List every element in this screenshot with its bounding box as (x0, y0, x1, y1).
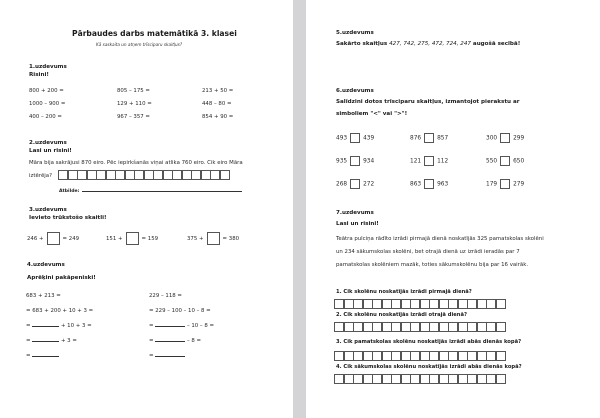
task6-comparison (486, 179, 524, 189)
task6-instruction: Salīdzini dotos trīsciparu skaitļus, izmantojot pierakstu ar (336, 99, 520, 105)
document-title: Pārbaudes darbs matemātikā 3. klasei (72, 29, 237, 38)
task3-item-right: = 249 (62, 236, 80, 242)
number-b: 934 (363, 158, 375, 165)
task2-answer-grid[interactable] (58, 170, 230, 180)
comparison-symbol-box[interactable] (500, 133, 510, 143)
task7-answer-grid[interactable] (334, 374, 506, 384)
task1-expr: 800 + 200 = (29, 88, 64, 94)
number-a: 550 (486, 158, 498, 165)
task7-problem-text: pamatskolas skolēniem mazāk, toties sākumskolēnu bija par 16 vairāk. (336, 262, 529, 268)
task6-comparison (336, 133, 374, 143)
number-b: 279 (513, 181, 525, 188)
task4-step: 683 + 213 = (26, 293, 61, 299)
task4-instruction: Aprēķini pakāpeniski! (27, 275, 96, 281)
answer-blank[interactable] (155, 326, 185, 327)
missing-number-box[interactable] (47, 232, 60, 245)
answer-line[interactable] (82, 191, 242, 192)
answer-blank[interactable] (32, 356, 59, 357)
number-a: 863 (410, 181, 422, 188)
number-a: 121 (410, 158, 422, 165)
number-b: 650 (513, 158, 525, 165)
comparison-symbol-box[interactable] (424, 179, 434, 189)
task1-heading: 1.uzdevums (29, 64, 67, 70)
number-b: 272 (363, 181, 375, 188)
number-a: 876 (410, 135, 422, 142)
number-a: 268 (336, 181, 348, 188)
task7-answer-grid[interactable] (334, 351, 506, 361)
number-b: 299 (513, 135, 525, 142)
task3-item-right: = 159 (141, 236, 159, 242)
task1-expr: 967 – 357 = (117, 114, 150, 120)
task6-comparison (410, 133, 448, 143)
task1-instruction: Risini! (29, 72, 49, 78)
task6-comparison (410, 179, 448, 189)
task4-step: = 229 – 100 – 10 – 8 = (149, 308, 211, 314)
task7-answer-grid[interactable] (334, 322, 506, 332)
document-subtitle: Kā saskaita un atņem trīsciparu skaitļus? (96, 42, 183, 47)
task6-comparison (486, 156, 524, 166)
answer-label: Atbilde: (59, 189, 80, 194)
task4-step: = – 8 = (149, 338, 202, 344)
missing-number-box[interactable] (207, 232, 220, 245)
comparison-symbol-box[interactable] (500, 156, 510, 166)
task3-item (187, 232, 239, 245)
number-b: 439 (363, 135, 375, 142)
task2-problem-text: iztērēja? (29, 173, 52, 179)
task3-heading: 3.uzdevums (29, 207, 67, 213)
number-a: 493 (336, 135, 348, 142)
task4-step: = (26, 353, 59, 359)
task7-question: 2. Cik skolēnu noskatījās izrādi otrajā dienā? (336, 312, 467, 318)
answer-cell[interactable] (496, 322, 506, 332)
task5-heading: 5.uzdevums (336, 30, 374, 36)
task7-answer-grid[interactable] (334, 299, 506, 309)
answer-cell[interactable] (496, 374, 506, 384)
task1-expr: 805 – 175 = (117, 88, 150, 94)
task1-expr: 400 – 200 = (29, 114, 62, 120)
number-a: 935 (336, 158, 348, 165)
task1-expr: 129 + 110 = (117, 101, 152, 107)
answer-cell[interactable] (496, 299, 506, 309)
task7-question: 3. Cik pamatskolas skolēnu noskatījās izrādi abās dienās kopā? (336, 339, 522, 345)
task4-heading: 4.uzdevums (27, 262, 65, 268)
task1-expr: 448 – 80 = (202, 101, 232, 107)
task1-expr: 213 + 50 = (202, 88, 234, 94)
comparison-symbol-box[interactable] (500, 179, 510, 189)
task6-comparison (336, 179, 374, 189)
task6-comparison (410, 156, 448, 166)
task6-instruction: simboliem "<" vai ">"! (336, 111, 408, 117)
number-b: 857 (437, 135, 449, 142)
comparison-symbol-box[interactable] (350, 133, 360, 143)
answer-blank[interactable] (155, 341, 185, 342)
task3-item-left: 246 + (27, 236, 44, 242)
answer-blank[interactable] (155, 356, 185, 357)
task7-heading: 7.uzdevums (336, 210, 374, 216)
task4-step: = + 3 = (26, 338, 77, 344)
answer-blank[interactable] (32, 326, 59, 327)
missing-number-box[interactable] (126, 232, 139, 245)
comparison-symbol-box[interactable] (424, 156, 434, 166)
page-gutter (293, 0, 306, 418)
task6-comparison (336, 156, 374, 166)
task2-answer-row (59, 189, 242, 194)
task2-heading: 2.uzdevums (29, 140, 67, 146)
comparison-symbol-box[interactable] (350, 156, 360, 166)
task4-step: 229 – 118 = (149, 293, 182, 299)
task3-instruction: Ievieto trūkstošo skaitli! (29, 215, 107, 221)
task1-expr: 1000 – 900 = (29, 101, 66, 107)
worksheet-page-right (306, 0, 600, 418)
task4-step: = (149, 353, 185, 359)
task2-instruction: Lasi un risini! (29, 148, 72, 154)
task7-instruction: Lasi un risini! (336, 221, 379, 227)
task6-heading: 6.uzdevums (336, 88, 374, 94)
task7-problem-text: Teātra pulciņa rādīto izrādi pirmajā dienā noskatījās 325 pamatskolas skolēni (336, 236, 544, 242)
task3-item-right: = 380 (222, 236, 240, 242)
worksheet-page-left (0, 0, 293, 418)
number-b: 963 (437, 181, 449, 188)
answer-cell[interactable] (220, 170, 230, 180)
answer-cell[interactable] (496, 351, 506, 361)
task4-step: = – 10 – 8 = (149, 323, 215, 329)
task7-problem-text: un 234 sākumskolas skolēni, bet otrajā dienā uz izrādi ieradās par 7 (336, 249, 520, 255)
task4-step: = + 10 + 3 = (26, 323, 92, 329)
task5-numbers: 427, 742, 275, 472, 724, 247 (389, 41, 471, 47)
task5-instruction: Sakārto skaitļus 427, 742, 275, 472, 724, 247 augošā secībā! (336, 41, 521, 47)
task3-item (27, 232, 79, 245)
task3-item-left: 375 + (187, 236, 204, 242)
number-b: 112 (437, 158, 449, 165)
task7-question: 4. Cik sākumskolas skolēnu noskatījās izrādi abās dienās kopā? (336, 364, 522, 370)
task6-comparison (486, 133, 524, 143)
task4-step: = 683 + 200 + 10 + 3 = (26, 308, 94, 314)
number-a: 179 (486, 181, 498, 188)
comparison-symbol-box[interactable] (424, 133, 434, 143)
task2-problem-text: Māra bija sakrājusi 870 eiro. Pēc iepirkšanās viņai atlika 760 eiro. Cik eiro Māra (29, 160, 243, 166)
task3-item (106, 232, 158, 245)
comparison-symbol-box[interactable] (350, 179, 360, 189)
task7-question: 1. Cik skolēnu noskatījās izrādi pirmajā dienā? (336, 289, 472, 295)
answer-blank[interactable] (32, 341, 59, 342)
task1-expr: 854 + 90 = (202, 114, 234, 120)
task3-item-left: 151 + (106, 236, 123, 242)
number-a: 300 (486, 135, 498, 142)
